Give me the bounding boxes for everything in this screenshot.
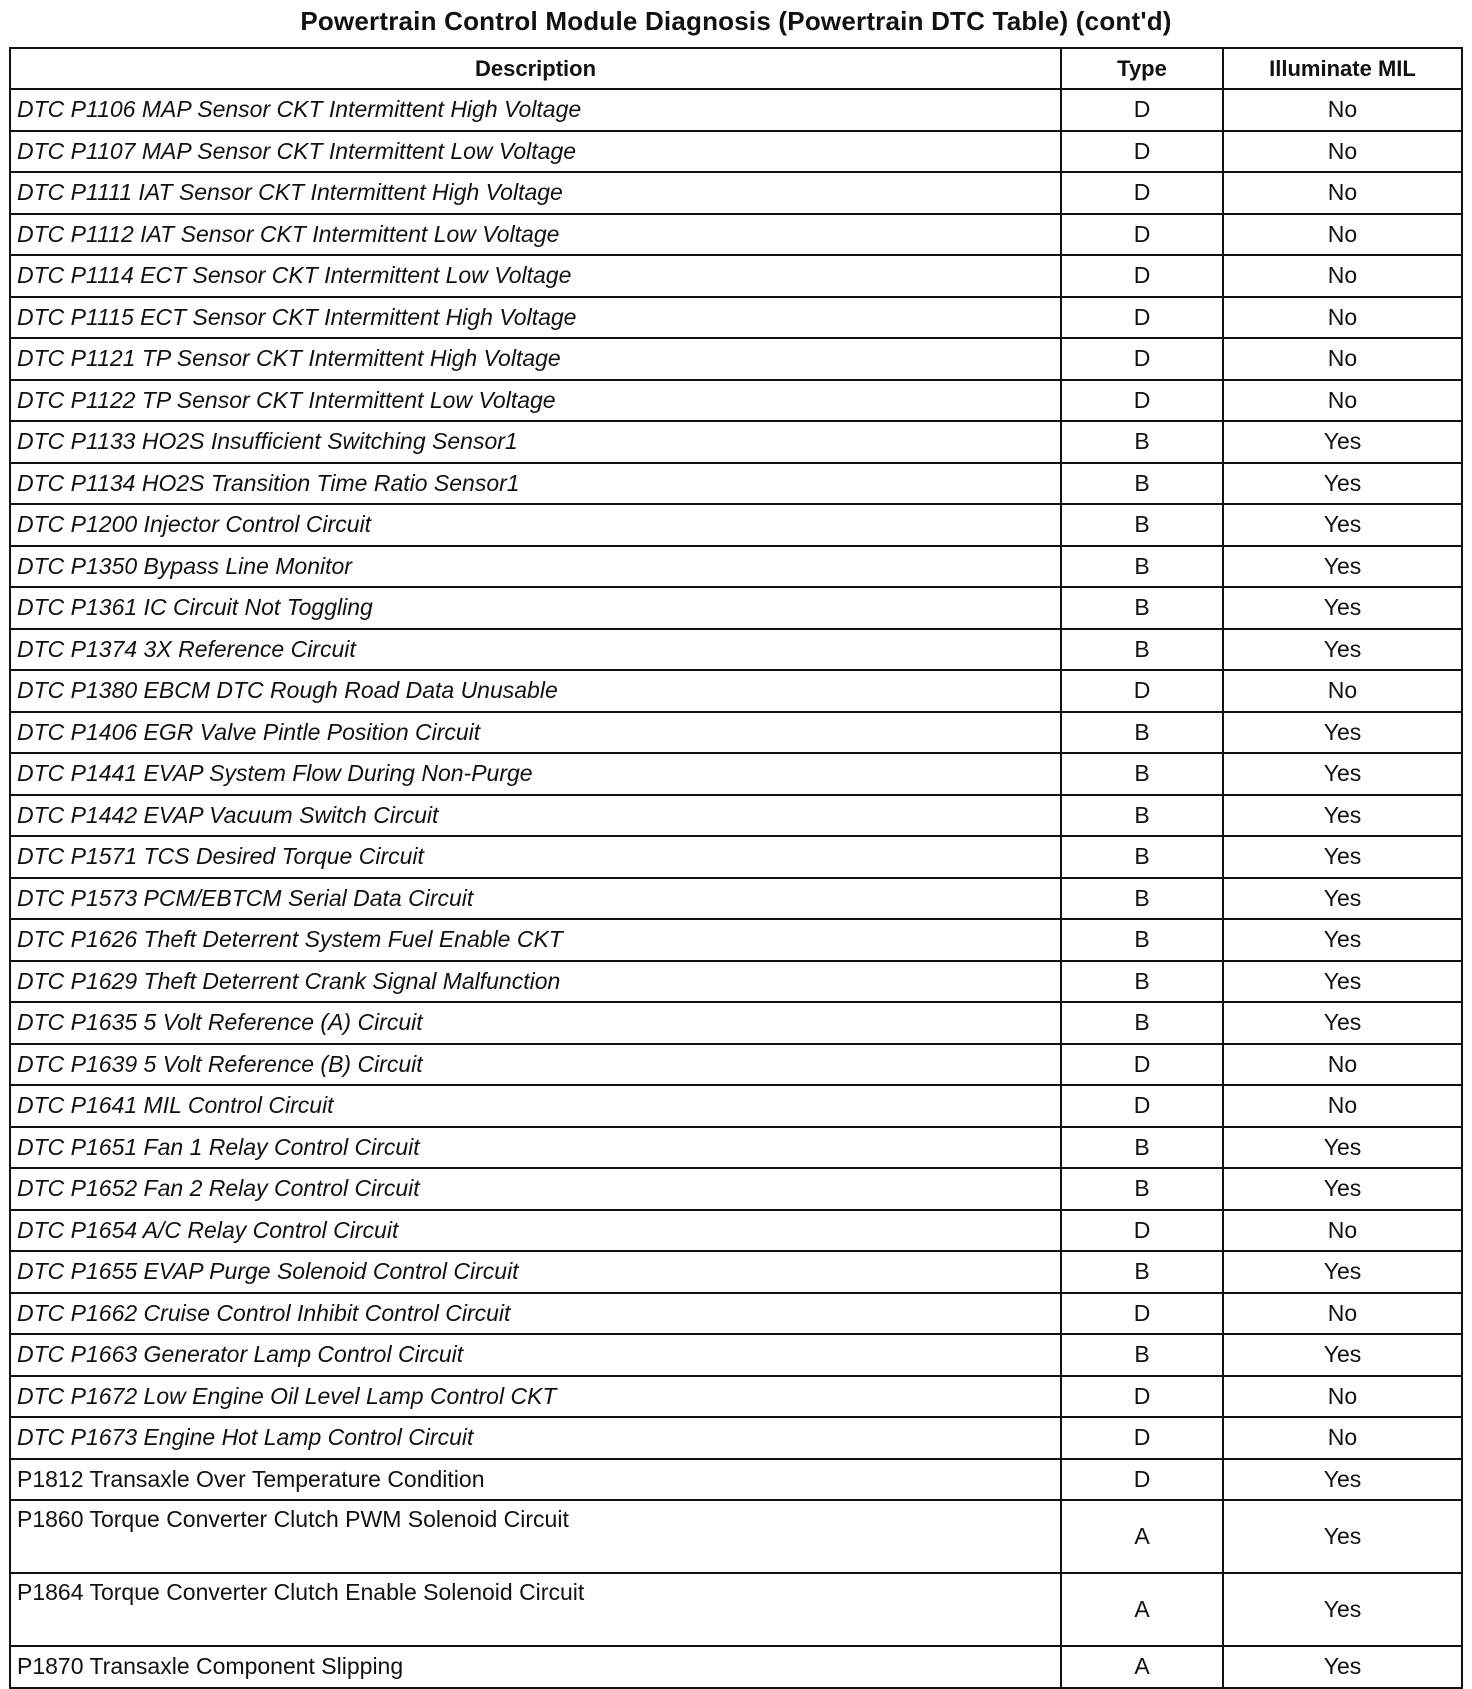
dtc-illuminate-mil: No [1223,1376,1462,1418]
dtc-type: D [1061,670,1223,712]
dtc-type: D [1061,297,1223,339]
dtc-illuminate-mil: Yes [1223,421,1462,463]
table-row [10,1573,1462,1646]
dtc-description: DTC P1654 A/C Relay Control Circuit [10,1210,1061,1252]
table-row [10,1168,1462,1210]
table-row [10,172,1462,214]
dtc-type: D [1061,1417,1223,1459]
dtc-type: B [1061,753,1223,795]
dtc-type: D [1061,1210,1223,1252]
dtc-illuminate-mil: Yes [1223,546,1462,588]
table-row [10,712,1462,754]
dtc-type: B [1061,504,1223,546]
dtc-illuminate-mil: No [1223,338,1462,380]
dtc-description: DTC P1133 HO2S Insufficient Switching Sensor1 [10,421,1061,463]
table-row [10,131,1462,173]
dtc-illuminate-mil: Yes [1223,878,1462,920]
dtc-illuminate-mil: No [1223,1044,1462,1086]
dtc-description: DTC P1571 TCS Desired Torque Circuit [10,836,1061,878]
table-row [10,1002,1462,1044]
table-row [10,1293,1462,1335]
dtc-type: B [1061,629,1223,671]
table-row [10,1251,1462,1293]
table-header-row [10,48,1462,89]
dtc-description: DTC P1635 5 Volt Reference (A) Circuit [10,1002,1061,1044]
dtc-type: B [1061,463,1223,505]
dtc-description: DTC P1106 MAP Sensor CKT Intermittent High Voltage [10,89,1061,131]
column-header-description: Description [10,48,1061,89]
dtc-type: B [1061,1002,1223,1044]
dtc-description: DTC P1672 Low Engine Oil Level Lamp Control CKT [10,1376,1061,1418]
dtc-type: A [1061,1646,1223,1688]
dtc-description: DTC P1134 HO2S Transition Time Ratio Sensor1 [10,463,1061,505]
dtc-illuminate-mil: Yes [1223,504,1462,546]
dtc-illuminate-mil: Yes [1223,1334,1462,1376]
dtc-type: D [1061,380,1223,422]
dtc-illuminate-mil: Yes [1223,1459,1462,1501]
dtc-type: D [1061,1044,1223,1086]
dtc-description: DTC P1652 Fan 2 Relay Control Circuit [10,1168,1061,1210]
table-row [10,1500,1462,1573]
table-row [10,1210,1462,1252]
dtc-illuminate-mil: No [1223,380,1462,422]
dtc-type: D [1061,131,1223,173]
dtc-illuminate-mil: Yes [1223,629,1462,671]
dtc-description: DTC P1121 TP Sensor CKT Intermittent High Voltage [10,338,1061,380]
table-row [10,1127,1462,1169]
table-row [10,214,1462,256]
column-header-type: Type [1061,48,1223,89]
dtc-description: P1812 Transaxle Over Temperature Condition [10,1459,1061,1501]
table-row [10,380,1462,422]
table-row [10,1334,1462,1376]
dtc-description: DTC P1651 Fan 1 Relay Control Circuit [10,1127,1061,1169]
dtc-type: B [1061,712,1223,754]
dtc-illuminate-mil: No [1223,670,1462,712]
dtc-description: DTC P1112 IAT Sensor CKT Intermittent Low Voltage [10,214,1061,256]
dtc-illuminate-mil: No [1223,1085,1462,1127]
dtc-description: DTC P1200 Injector Control Circuit [10,504,1061,546]
column-header-illuminate-mil: Illuminate MIL [1223,48,1462,89]
dtc-description: P1870 Transaxle Component Slipping [10,1646,1061,1688]
table-row [10,338,1462,380]
table-row [10,546,1462,588]
dtc-type: D [1061,214,1223,256]
dtc-description: DTC P1662 Cruise Control Inhibit Control Circuit [10,1293,1061,1335]
table-row [10,836,1462,878]
dtc-illuminate-mil: Yes [1223,587,1462,629]
table-row [10,1044,1462,1086]
dtc-illuminate-mil: Yes [1223,753,1462,795]
dtc-type: D [1061,172,1223,214]
table-row [10,463,1462,505]
dtc-description: DTC P1626 Theft Deterrent System Fuel Enable CKT [10,919,1061,961]
dtc-type: B [1061,961,1223,1003]
dtc-illuminate-mil: No [1223,214,1462,256]
table-row [10,297,1462,339]
table-row [10,1459,1462,1501]
dtc-type: B [1061,919,1223,961]
dtc-illuminate-mil: Yes [1223,1168,1462,1210]
dtc-type: B [1061,1334,1223,1376]
dtc-illuminate-mil: No [1223,131,1462,173]
dtc-illuminate-mil: Yes [1223,463,1462,505]
dtc-description: DTC P1629 Theft Deterrent Crank Signal Malfunction [10,961,1061,1003]
dtc-illuminate-mil: Yes [1223,1127,1462,1169]
dtc-illuminate-mil: Yes [1223,961,1462,1003]
dtc-type: D [1061,1293,1223,1335]
table-row [10,1646,1462,1688]
dtc-description: P1860 Torque Converter Clutch PWM Solenoid Circuit [10,1500,1061,1573]
dtc-type: B [1061,546,1223,588]
dtc-description: DTC P1639 5 Volt Reference (B) Circuit [10,1044,1061,1086]
dtc-description: DTC P1380 EBCM DTC Rough Road Data Unusable [10,670,1061,712]
dtc-illuminate-mil: Yes [1223,1500,1462,1573]
table-row [10,961,1462,1003]
dtc-illuminate-mil: No [1223,1417,1462,1459]
dtc-illuminate-mil: Yes [1223,1251,1462,1293]
table-row [10,878,1462,920]
dtc-illuminate-mil: Yes [1223,919,1462,961]
dtc-type: B [1061,878,1223,920]
dtc-type: D [1061,89,1223,131]
table-row [10,1376,1462,1418]
dtc-type: B [1061,421,1223,463]
dtc-type: D [1061,1376,1223,1418]
dtc-description: DTC P1107 MAP Sensor CKT Intermittent Low Voltage [10,131,1061,173]
table-row [10,670,1462,712]
dtc-illuminate-mil: Yes [1223,1002,1462,1044]
table-row [10,1085,1462,1127]
dtc-illuminate-mil: No [1223,1293,1462,1335]
dtc-description: DTC P1673 Engine Hot Lamp Control Circuit [10,1417,1061,1459]
table-row [10,504,1462,546]
table-row [10,629,1462,671]
dtc-type: B [1061,1127,1223,1169]
table-row [10,753,1462,795]
table-row [10,919,1462,961]
dtc-table [9,47,1463,1689]
table-row [10,587,1462,629]
dtc-illuminate-mil: Yes [1223,1646,1462,1688]
dtc-description: DTC P1115 ECT Sensor CKT Intermittent High Voltage [10,297,1061,339]
dtc-description: DTC P1442 EVAP Vacuum Switch Circuit [10,795,1061,837]
dtc-description: DTC P1441 EVAP System Flow During Non-Purge [10,753,1061,795]
dtc-illuminate-mil: No [1223,255,1462,297]
dtc-description: DTC P1655 EVAP Purge Solenoid Control Circuit [10,1251,1061,1293]
page-title: Powertrain Control Module Diagnosis (Powertrain DTC Table) (cont'd) [300,6,1172,36]
dtc-description: DTC P1406 EGR Valve Pintle Position Circuit [10,712,1061,754]
dtc-illuminate-mil: No [1223,1210,1462,1252]
dtc-description: DTC P1573 PCM/EBTCM Serial Data Circuit [10,878,1061,920]
dtc-description: DTC P1114 ECT Sensor CKT Intermittent Low Voltage [10,255,1061,297]
table-row [10,255,1462,297]
table-row [10,1417,1462,1459]
dtc-description: DTC P1374 3X Reference Circuit [10,629,1061,671]
dtc-type: B [1061,1168,1223,1210]
dtc-illuminate-mil: No [1223,297,1462,339]
dtc-type: B [1061,836,1223,878]
dtc-description: DTC P1641 MIL Control Circuit [10,1085,1061,1127]
dtc-description: DTC P1122 TP Sensor CKT Intermittent Low Voltage [10,380,1061,422]
dtc-illuminate-mil: Yes [1223,1573,1462,1646]
dtc-description: DTC P1361 IC Circuit Not Toggling [10,587,1061,629]
dtc-illuminate-mil: Yes [1223,712,1462,754]
dtc-type: D [1061,1459,1223,1501]
dtc-description: DTC P1350 Bypass Line Monitor [10,546,1061,588]
dtc-illuminate-mil: No [1223,89,1462,131]
dtc-type: D [1061,338,1223,380]
dtc-description: DTC P1111 IAT Sensor CKT Intermittent High Voltage [10,172,1061,214]
dtc-type: A [1061,1500,1223,1573]
table-row [10,795,1462,837]
dtc-type: D [1061,255,1223,297]
dtc-type: D [1061,1085,1223,1127]
dtc-illuminate-mil: No [1223,172,1462,214]
dtc-type: A [1061,1573,1223,1646]
dtc-illuminate-mil: Yes [1223,836,1462,878]
table-row [10,421,1462,463]
dtc-illuminate-mil: Yes [1223,795,1462,837]
table-row [10,89,1462,131]
dtc-type: B [1061,1251,1223,1293]
dtc-type: B [1061,587,1223,629]
dtc-description: P1864 Torque Converter Clutch Enable Solenoid Circuit [10,1573,1061,1646]
dtc-type: B [1061,795,1223,837]
dtc-description: DTC P1663 Generator Lamp Control Circuit [10,1334,1061,1376]
